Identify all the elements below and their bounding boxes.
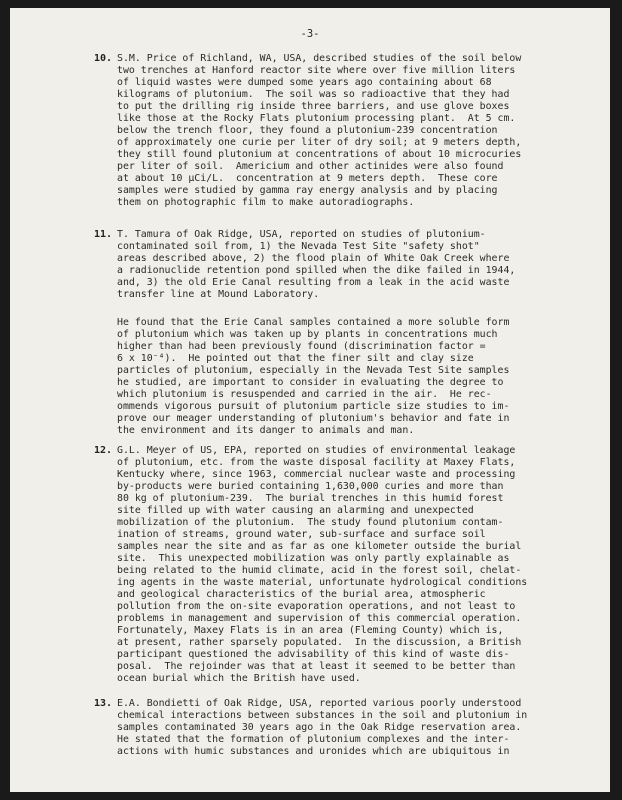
text-line: areas described above, 2) the flood plain of White Oak Creek where xyxy=(117,253,510,264)
item-paragraph xyxy=(117,317,509,437)
text-line: of liquid wastes were dumped some years ago containing about 68 xyxy=(117,77,492,88)
text-line: He stated that the formation of plutonium complexes and the inter- xyxy=(117,734,510,745)
text-line: T. Tamura of Oak Ridge, USA, reported on studies of plutonium- xyxy=(117,229,486,240)
text-line: below the trench floor, they found a plutonium-239 concentration xyxy=(117,125,498,136)
text-line: 6 x 10⁻⁴). He pointed out that the finer silt and clay size xyxy=(117,353,474,364)
text-line: actions with humic substances and uronides which are ubiquitous in xyxy=(117,746,510,757)
text-line: of plutonium, etc. from the waste disposal facility at Maxey Flats, xyxy=(117,457,516,468)
text-line: participant questioned the advisability of this kind of waste dis- xyxy=(117,649,510,660)
text-line: prove our meager understanding of plutonium's behavior and fate in xyxy=(117,413,510,424)
text-line: ing agents in the waste material, unfortunate hydrological conditions xyxy=(117,577,528,588)
text-line: ocean burial which the British have used. xyxy=(117,673,361,684)
text-line: S.M. Price of Richland, WA, USA, described studies of the soil below xyxy=(117,53,522,64)
text-line: pollution from the on-site evaporation operations, and not least to xyxy=(117,601,516,612)
item-paragraph xyxy=(117,53,521,209)
text-line: G.L. Meyer of US, EPA, reported on studies of environmental leakage xyxy=(117,445,516,456)
text-line: and, 3) the old Erie Canal resulting from a leak in the acid waste xyxy=(117,277,510,288)
text-line: 80 kg of plutonium-239. The burial trenches in this humid forest xyxy=(117,493,504,504)
text-line: to put the drilling rig inside three barriers, and use glove boxes xyxy=(117,101,510,112)
text-line: like those at the Rocky Flats plutonium processing plant. At 5 cm. xyxy=(117,113,516,124)
text-line: they still found plutonium at concentrations of about 10 microcuries xyxy=(117,149,522,160)
text-line: which plutonium is resuspended and carried in the air. He rec- xyxy=(117,389,492,400)
text-line: chemical interactions between substances in the soil and plutonium in xyxy=(117,710,528,721)
text-line: He found that the Erie Canal samples contained a more soluble form xyxy=(117,317,510,328)
item-paragraph xyxy=(117,698,527,758)
text-line: of plutonium which was taken up by plants in concentrations much xyxy=(117,329,498,340)
text-line: transfer line at Mound Laboratory. xyxy=(117,289,320,300)
text-line: of approximately one curie per liter of dry soil; at 9 meters depth, xyxy=(117,137,522,148)
text-line: he studied, are important to consider in evaluating the degree to xyxy=(117,377,504,388)
document-page xyxy=(10,8,610,792)
text-line: ommends vigorous pursuit of plutonium particle size studies to im- xyxy=(117,401,510,412)
text-line: kilograms of plutonium. The soil was so radioactive that they had xyxy=(117,89,510,100)
text-line: the environment and its danger to animals and man. xyxy=(117,425,415,436)
text-line: Kentucky where, since 1963, commercial nuclear waste and processing xyxy=(117,469,516,480)
text-line: higher than had been previously found (discrimination factor = xyxy=(117,341,486,352)
text-line: contaminated soil from, 1) the Nevada Test Site "safety shot" xyxy=(117,241,480,252)
text-line: at present, rather sparsely populated. In the discussion, a British xyxy=(117,637,522,648)
text-line: Fortunately, Maxey Flats is in an area (Fleming County) which is, xyxy=(117,625,504,636)
item-paragraph xyxy=(117,445,527,685)
text-line: at about 10 μCi/L. concentration at 9 meters depth. These core xyxy=(117,173,498,184)
item-number: 12. xyxy=(94,445,113,456)
text-line: site. This unexpected mobilization was only partly explainable as xyxy=(117,553,510,564)
text-line: E.A. Bondietti of Oak Ridge, USA, reported various poorly understood xyxy=(117,698,522,709)
page-number: -3- xyxy=(300,28,320,40)
item-paragraph xyxy=(117,229,515,301)
text-line: two trenches at Hanford reactor site where over five million liters xyxy=(117,65,516,76)
text-line: samples near the site and as far as one kilometer outside the burial xyxy=(117,541,522,552)
text-line: and geological characteristics of the burial area, atmospheric xyxy=(117,589,486,600)
text-line: them on photographic film to make autoradiographs. xyxy=(117,197,415,208)
text-line: by-products were buried containing 1,630,000 curies and more than xyxy=(117,481,504,492)
text-line: particles of plutonium, especially in the Nevada Test Site samples xyxy=(117,365,510,376)
item-number: 10. xyxy=(94,53,113,64)
text-line: ination of streams, ground water, sub-surface and surface soil xyxy=(117,529,486,540)
text-line: a radionuclide retention pond spilled when the dike failed in 1944, xyxy=(117,265,516,276)
text-line: problems in management and supervision of this commercial operation. xyxy=(117,613,522,624)
text-line: site filled up with water causing an alarming and unexpected xyxy=(117,505,474,516)
text-line: posal. The rejoinder was that at least it seemed to be better than xyxy=(117,661,516,672)
text-line: mobilization of the plutonium. The study found plutonium contam- xyxy=(117,517,504,528)
text-line: samples contaminated 30 years ago in the Oak Ridge reservation area. xyxy=(117,722,522,733)
item-number: 11. xyxy=(94,229,113,240)
text-line: per liter of soil. Americium and other actinides were also found xyxy=(117,161,504,172)
text-line: samples were studied by gamma ray energy analysis and by placing xyxy=(117,185,498,196)
item-number: 13. xyxy=(94,698,113,709)
text-line: being related to the humid climate, acid in the forest soil, chelat- xyxy=(117,565,522,576)
